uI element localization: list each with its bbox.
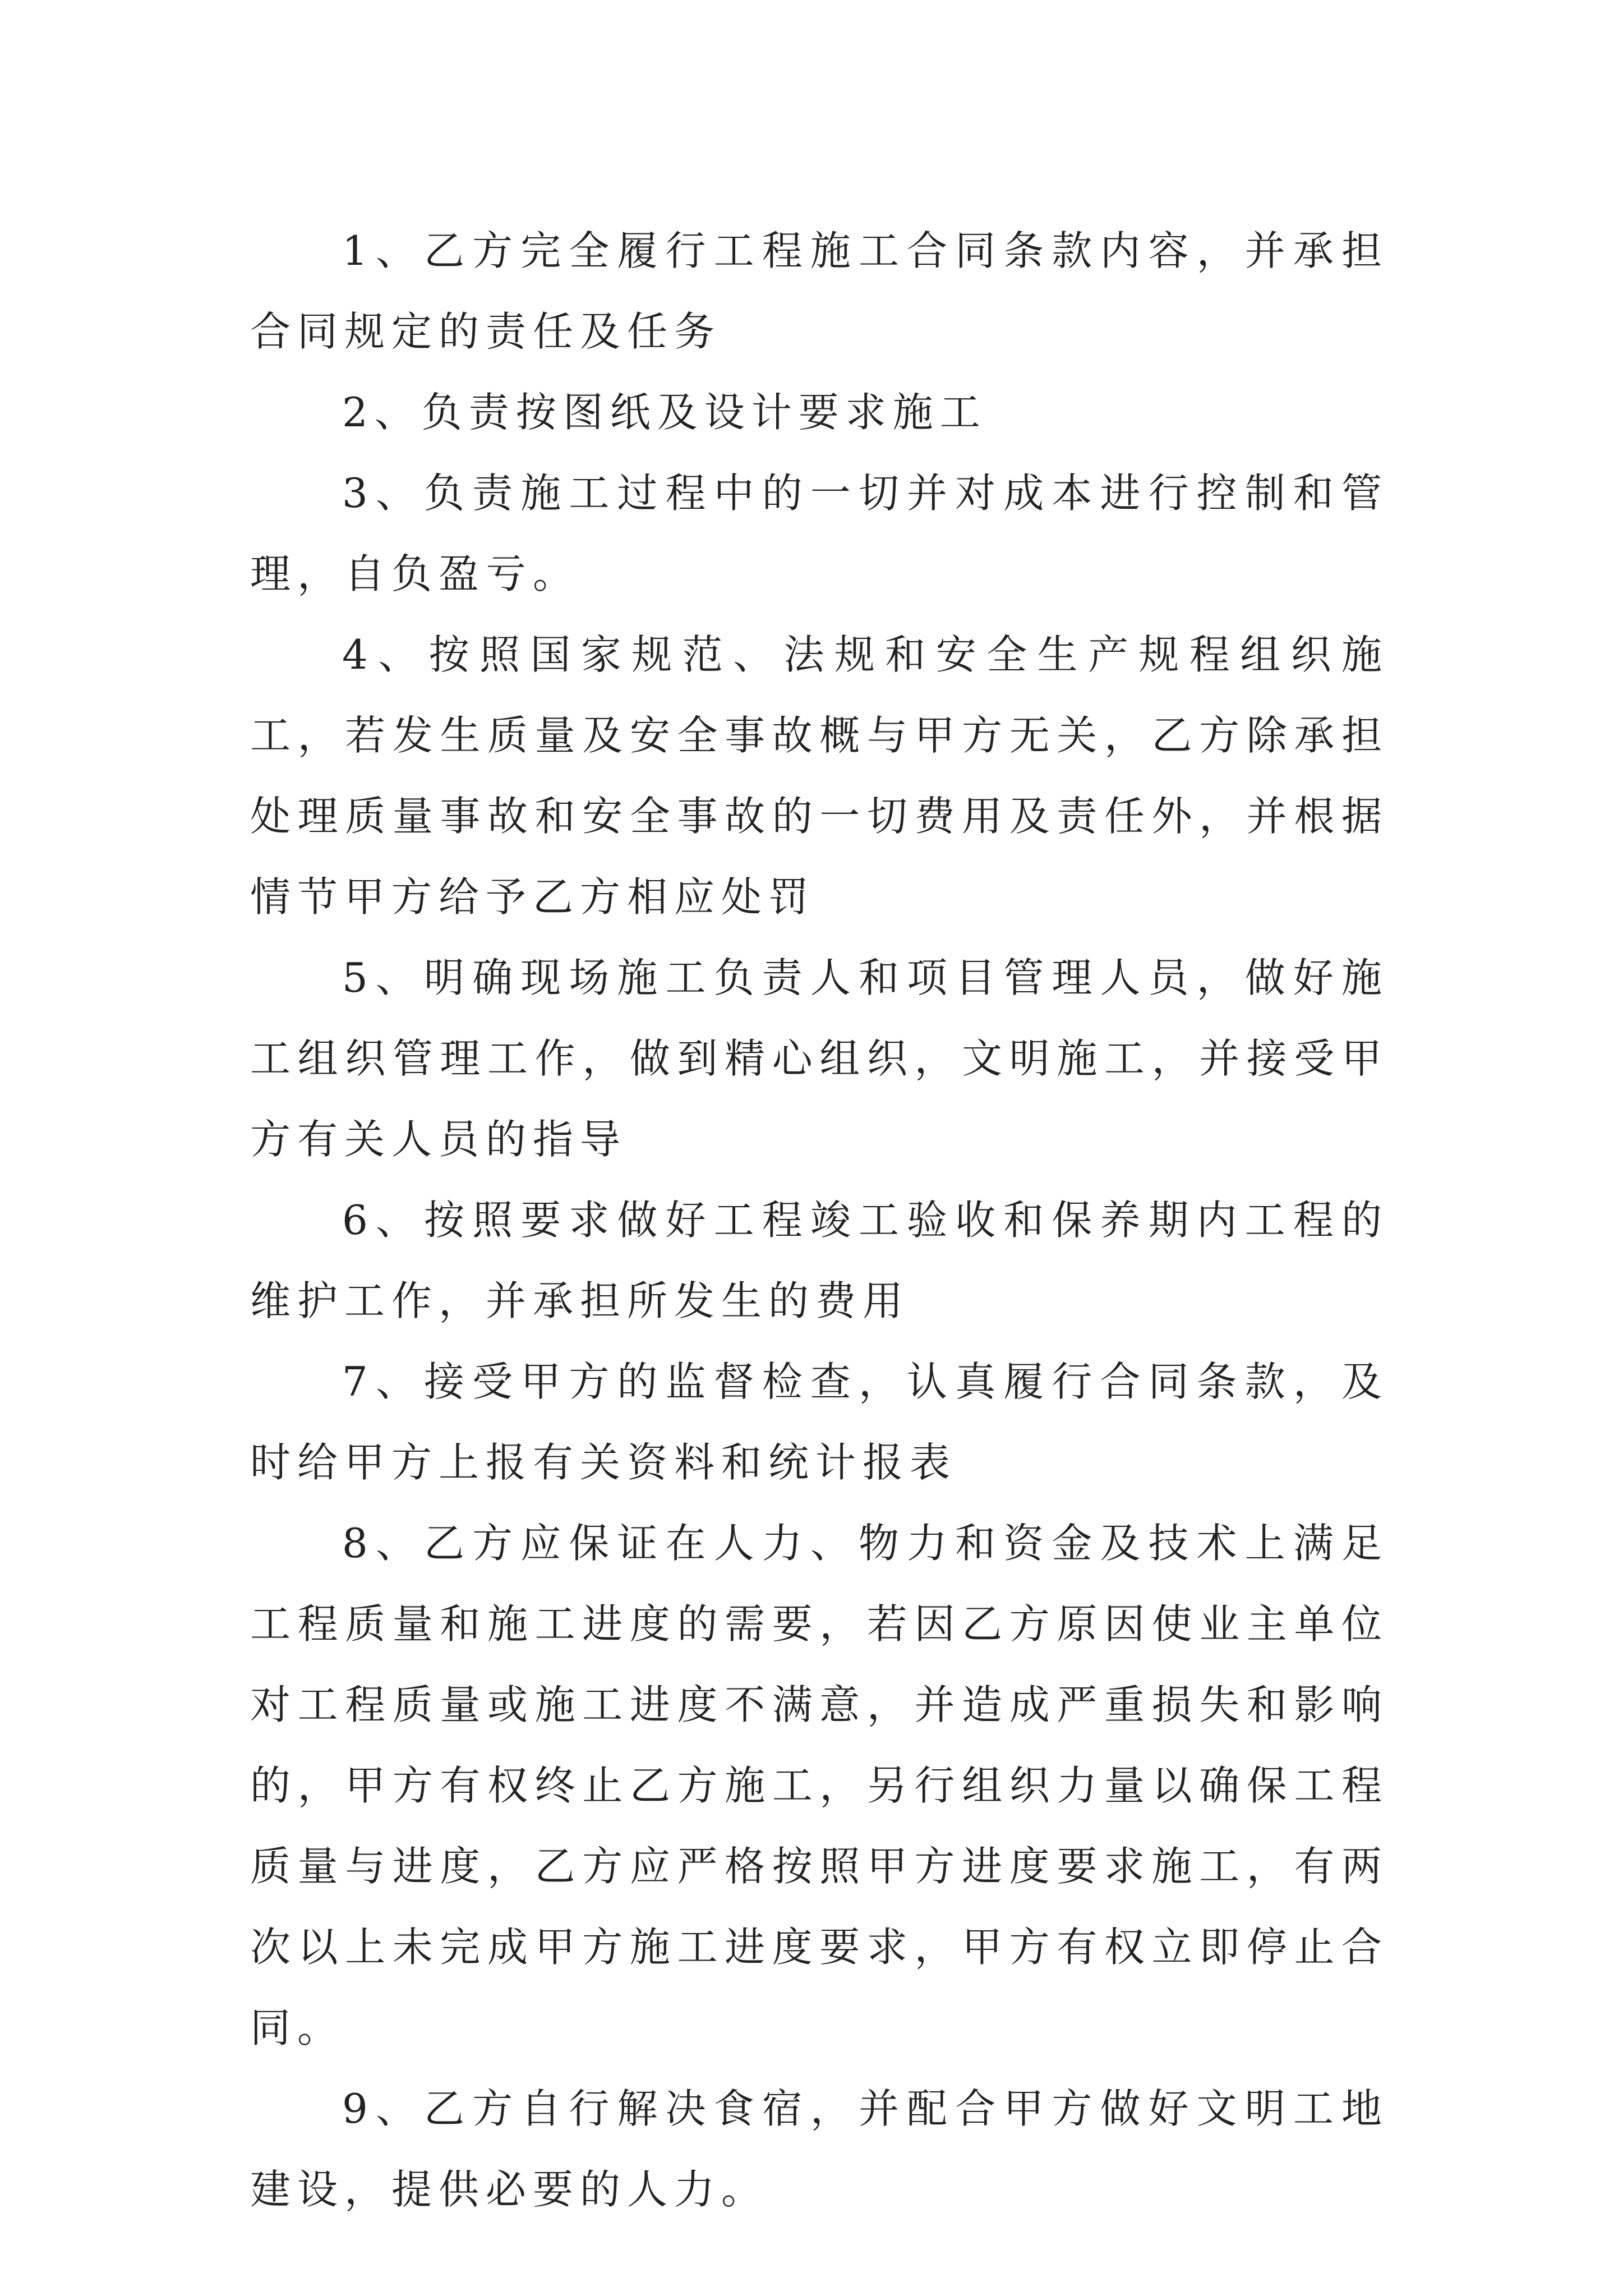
clause-8: 8、乙方应保证在人力、物力和资金及技术上满足工程质量和施工进度的需要，若因乙方原因使业主单位对工程质量或施工进度不满意，并造成严重损失和影响的，甲方有权终止乙方施工，另行组织力量以确保工程质量与进度，乙方应严格按照甲方进度要求施工，有两次以上未完成甲方施工进度要求，甲方有权立即停止合同。 bbox=[250, 1520, 1389, 2051]
clause-2: 2、负责按图纸及设计要求施工 bbox=[342, 389, 987, 436]
clause-6: 6、按照要求做好工程竣工验收和保养期内工程的维护工作，并承担所发生的费用 bbox=[250, 1197, 1389, 1324]
contract-clauses bbox=[250, 210, 1389, 2230]
clause-9: 9、乙方自行解决食宿，并配合甲方做好文明工地建设，提供必要的人力。 bbox=[250, 2085, 1389, 2213]
clause-4: 4、按照国家规范、法规和安全生产规程组织施工，若发生质量及安全事故概与甲方无关，乙方除承担处理质量事故和安全事故的一切费用及责任外，并根据情节甲方给予乙方相应处罚 bbox=[250, 631, 1389, 921]
clause-7: 7、接受甲方的监督检查，认真履行合同条款，及时给甲方上报有关资料和统计报表 bbox=[250, 1358, 1389, 1486]
clause-1: 1、乙方完全履行工程施工合同条款内容，并承担合同规定的责任及任务 bbox=[250, 227, 1389, 355]
clause-3: 3、负责施工过程中的一切并对成本进行控制和管理，自负盈亏。 bbox=[250, 470, 1389, 597]
clause-5: 5、明确现场施工负责人和项目管理人员，做好施工组织管理工作，做到精心组织，文明施工，并接受甲方有关人员的指导 bbox=[250, 954, 1389, 1163]
